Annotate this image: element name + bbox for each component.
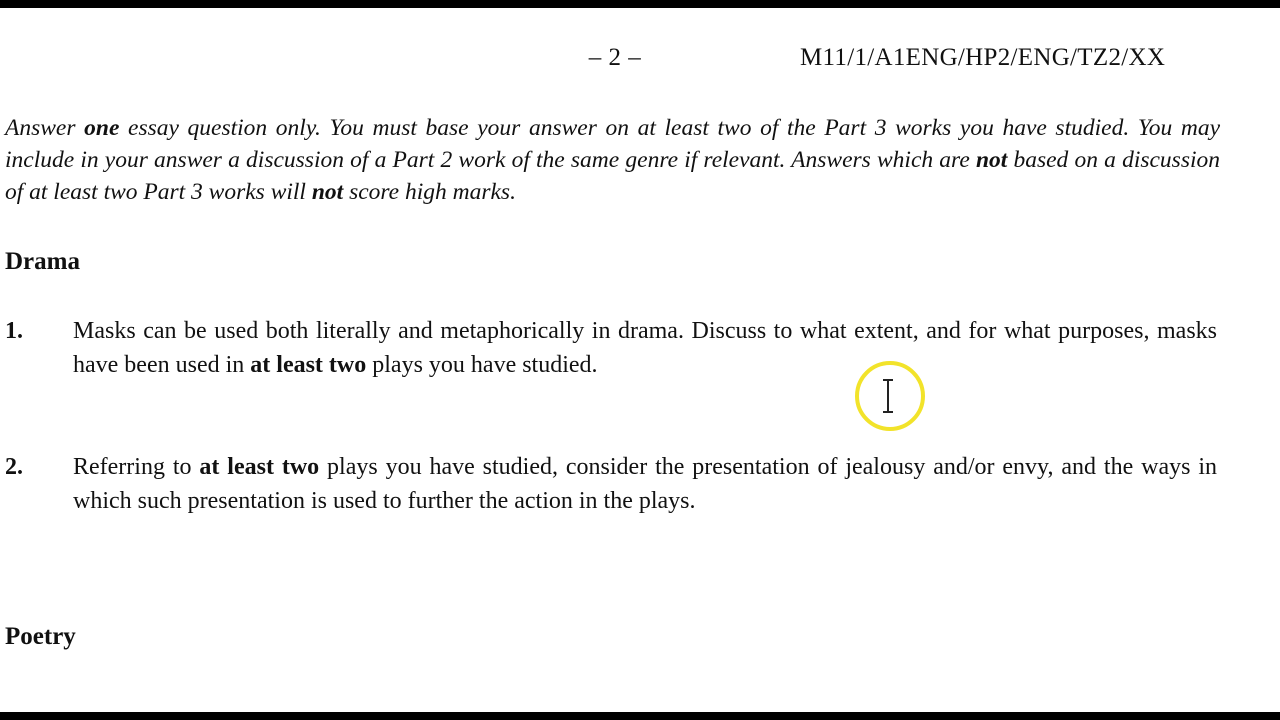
section-heading-poetry: Poetry bbox=[5, 623, 76, 650]
text-cursor-icon bbox=[887, 379, 889, 413]
page-content bbox=[0, 8, 1280, 712]
instructions-bold-not-1: not bbox=[975, 147, 1008, 173]
instructions-bold-one: one bbox=[84, 115, 120, 141]
question-1-text bbox=[73, 314, 1217, 382]
question-1-bold: at least two bbox=[250, 352, 367, 378]
page-number: – 2 – bbox=[588, 44, 642, 71]
question-1 bbox=[5, 314, 1217, 382]
question-2-text bbox=[73, 450, 1217, 518]
question-1-text-part2: plays you have studied. bbox=[366, 352, 598, 378]
instructions-text-4: score high marks. bbox=[343, 179, 516, 205]
question-2 bbox=[5, 450, 1217, 518]
document-page[interactable] bbox=[0, 8, 1280, 712]
instructions-paragraph bbox=[5, 112, 1220, 208]
instructions-text-1: Answer bbox=[5, 115, 85, 141]
question-2-text-part2: plays you have studied, consider the presentation of jealousy and/or envy, and the ways in which such presentation is used to further the action in the plays. bbox=[73, 454, 1218, 514]
question-1-text-part1: Masks can be used both literally and metaphorically in drama. Discuss to what extent, and for what purposes, masks have been used in bbox=[73, 318, 1217, 378]
instructions-text-2: essay question only. You must base your answer on at least two of the Part 3 works you have studied. You may include in your answer a discussion of a Part 2 work of the same genre if relevant. Answers which are bbox=[5, 115, 1221, 173]
instructions-bold-not-2: not bbox=[311, 179, 344, 205]
question-3-partial bbox=[5, 684, 1217, 712]
question-2-text-part1: Referring to bbox=[73, 454, 200, 480]
section-heading-drama: Drama bbox=[5, 248, 80, 275]
question-1-number: 1. bbox=[5, 318, 23, 344]
cursor-highlight-circle bbox=[855, 361, 925, 431]
paper-code: M11/1/A1ENG/HP2/ENG/TZ2/XX bbox=[800, 44, 1166, 71]
question-2-bold: at least two bbox=[199, 454, 320, 480]
document-header bbox=[0, 44, 1280, 78]
instructions-text-3: based on a discussion of at least two Part 3 works will bbox=[5, 147, 1220, 205]
question-2-number: 2. bbox=[5, 454, 23, 480]
